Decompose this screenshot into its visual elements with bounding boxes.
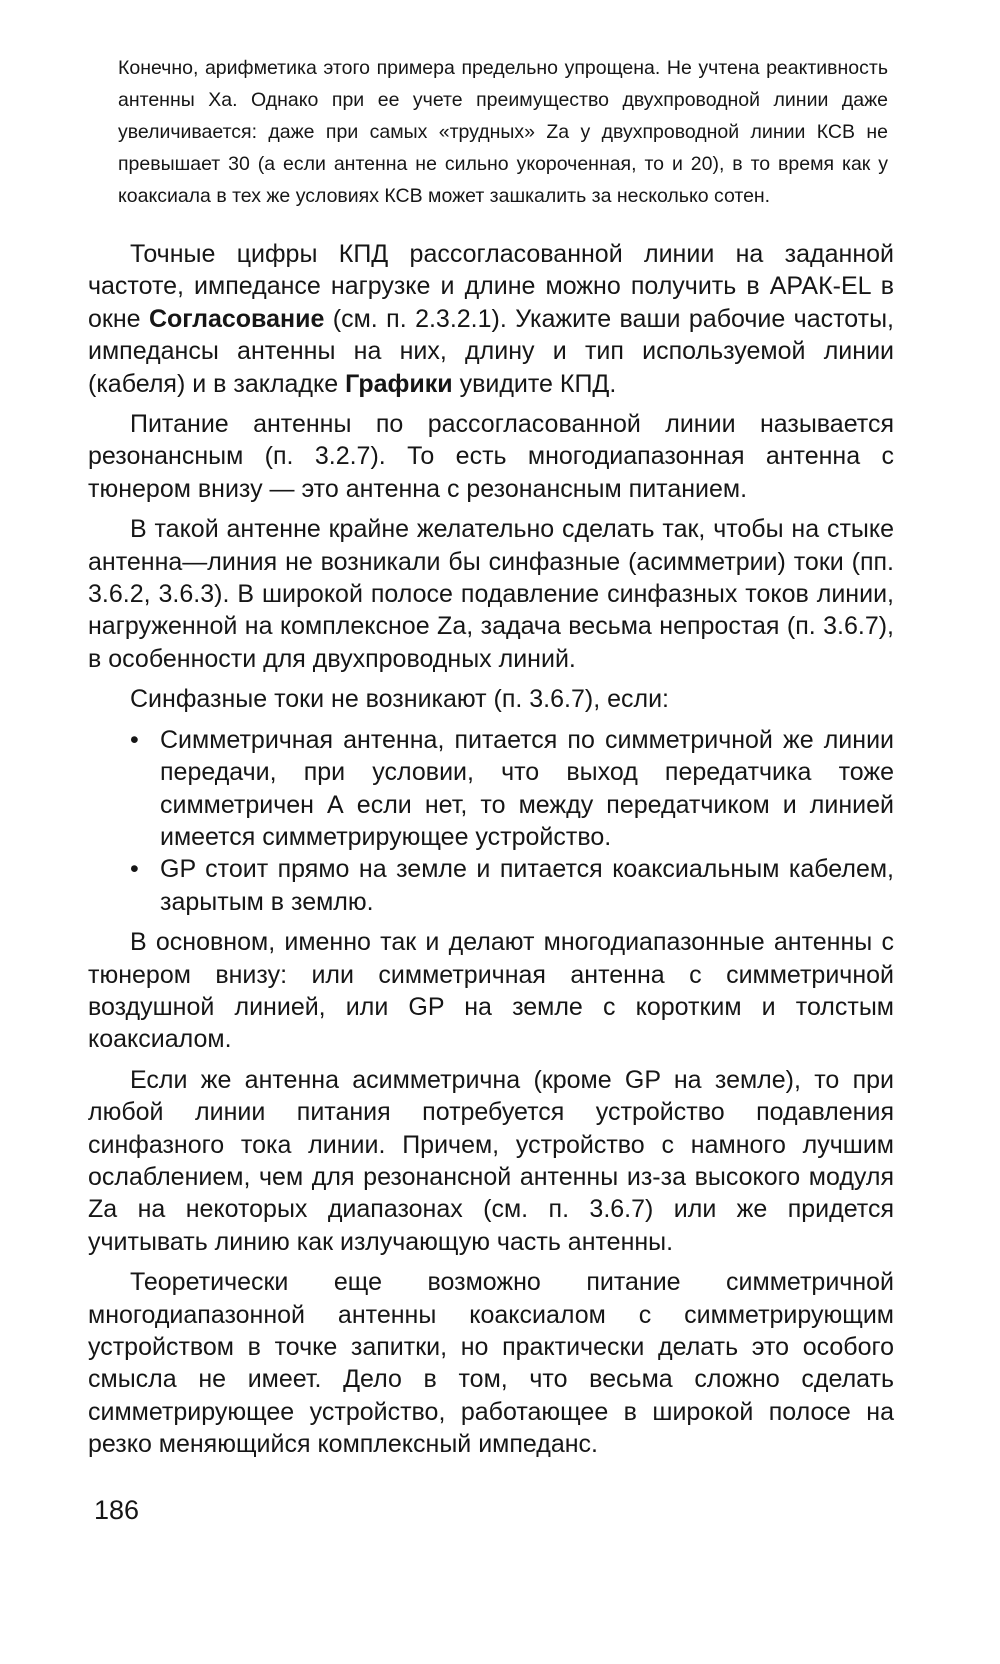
list-item	[88, 724, 894, 854]
page-number: 186	[94, 1495, 140, 1525]
list-item	[88, 853, 894, 918]
term-grafiki: Графики	[345, 369, 453, 398]
page-content	[88, 52, 894, 1469]
paragraph-conditions-intro: Синфазные токи не возникают (п. 3.6.7), если:	[130, 685, 670, 714]
bullet-icon: •	[130, 855, 139, 884]
intro-note: Конечно, арифметика этого примера предельно упрощена. Не учтена реактивность антенны Ха. Однако при ее учете преимущество двухпроводной линии даже увеличивается: даже при самых «трудных» Za у двухпроводной линии КСВ не превышает 30 (а если антенна не сильно укороченная, то и 20), в то время как у коаксиала в тех же условиях КСВ может зашкалить за несколько сотен.	[118, 57, 888, 207]
list-item-text: Симметричная антенна, питается по симметричной же линии передачи, при условии, что выход передатчика тоже симметричен А если нет, то между передатчиком и линией имеется симметрирующее устройство.	[160, 725, 894, 851]
paragraph-asymmetric: Если же антенна асимметрична (кроме GP на земле), то при любой линии питания потребуется устройство подавления синфазного тока линии. Причем, устройство с намного лучшим ослаблением, чем для резонансной антенны из-за высокого модуля Za на некоторых диапазонах (см. п. 3.6.7) или же придется учитывать линию как излучающую часть антенны.	[88, 1065, 894, 1256]
paragraph-common-practice: В основном, именно так и делают многодиапазонные антенны с тюнером внизу: или симметричная антенна с симметричной воздушной линией, или GP на земле с коротким и толстым коаксиалом.	[88, 928, 894, 1054]
paragraph-theoretical: Теоретически еще возможно питание симметричной многодиапазонной антенны коаксиалом с симметрирующим устройством в точке запитки, но практически делать это особого смысла не имеет. Дело в том, что весьма сложно сделать симметрирующее устройство, работающее в широкой полосе на резко меняющийся комплексный импеданс.	[88, 1268, 894, 1459]
list-item-text: GP стоит прямо на земле и питается коаксиальным кабелем, зарытым в землю.	[160, 855, 894, 916]
conditions-list	[88, 724, 894, 918]
term-soglasovanie: Согласование	[148, 304, 325, 333]
paragraph-resonant-feed: Питание антенны по рассогласованной линии называется резонансным (п. 3.2.7). То есть многодиапазонная антенна с тюнером внизу — это антенна с резонансным питанием.	[88, 410, 894, 503]
paragraph-common-mode: В такой антенне крайне желательно сделать так, чтобы на стыке антенна—линия не возникали бы синфазные (асимметрии) токи (пп. 3.6.2, 3.6.3). В широкой полосе подавление синфазных токов линии, нагруженной на комплексное Za, задача весьма непростая (п. 3.6.7), в особенности для двухпроводных линий.	[88, 515, 894, 673]
bullet-icon: •	[130, 725, 139, 754]
paragraph-efficiency-text-1: Точные цифры КПД рассогласованной линии на заданной частоте, импедансе нагрузке и длине можно получить в АРАК-EL в окне	[88, 240, 894, 333]
paragraph-efficiency	[88, 238, 894, 400]
paragraph-efficiency-text-2: (см. п. 2.3.2.1). Укажите ваши рабочие частоты, импедансы антенны на них, длину и тип используемой линии (кабеля) и в закладке	[88, 304, 894, 398]
paragraph-efficiency-text-3: увидите КПД.	[452, 369, 617, 398]
